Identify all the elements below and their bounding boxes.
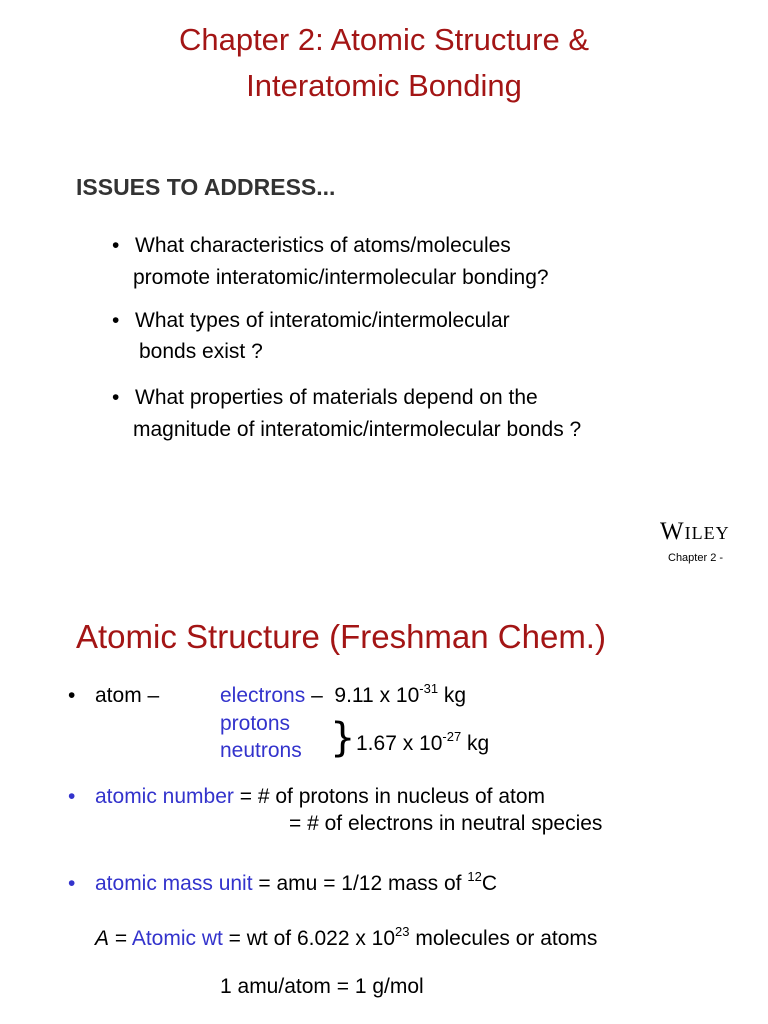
atomic-number-term: atomic number bbox=[95, 785, 234, 808]
protons-term: protons bbox=[220, 712, 291, 735]
bullet-marker: • bbox=[112, 386, 120, 409]
slide1-title-line1: Chapter 2: Atomic Structure & bbox=[178, 22, 590, 57]
electrons-line: electrons – 9.11 x $10^{-31}$ kg bbox=[220, 681, 467, 707]
atomic-number-line: atomic number = # of protons in nucleus of atom bbox=[95, 785, 546, 808]
atomic-number-def2: = # of electrons in neutral species bbox=[289, 812, 603, 835]
bullet-marker: • bbox=[68, 872, 76, 895]
electrons-term: electrons bbox=[220, 684, 306, 707]
nucleon-mass: 1.67 x $10^{-27}$ kg bbox=[356, 729, 490, 755]
atom-label: atom – bbox=[95, 684, 160, 707]
neutrons-term: neutrons bbox=[220, 739, 302, 762]
bullet-marker: • bbox=[112, 309, 120, 332]
bullet-1-line1: What characteristics of atoms/molecules bbox=[135, 234, 511, 257]
bullet-marker: • bbox=[68, 785, 76, 808]
wiley-logo: WILEY bbox=[660, 518, 730, 545]
amu-term: atomic mass unit bbox=[95, 872, 253, 895]
bullet-1-line2: promote interatomic/intermolecular bonding? bbox=[133, 266, 549, 289]
electron-mass: 9.11 x $10^{-31}$ kg bbox=[334, 681, 467, 707]
atomic-wt-term: Atomic wt bbox=[131, 927, 223, 950]
amu-line: atomic mass unit = amu = 1/12 mass of $^{12}$C bbox=[95, 869, 497, 895]
bullet-2-line2: bonds exist ? bbox=[139, 340, 263, 363]
bullet-3-line2: magnitude of interatomic/intermolecular bonds ? bbox=[133, 418, 582, 441]
chapter-footer: Chapter 2 - bbox=[668, 552, 724, 564]
brace-symbol: } bbox=[330, 715, 356, 761]
bullet-marker: • bbox=[112, 234, 120, 257]
issues-heading: ISSUES TO ADDRESS... bbox=[76, 174, 336, 200]
bullet-marker: • bbox=[68, 684, 76, 707]
bullet-2-line1: What types of interatomic/intermolecular bbox=[135, 309, 510, 332]
atomic-wt-line: A = Atomic wt = wt of 6.022 x $10^{23}$ molecules or atoms bbox=[95, 924, 598, 950]
slide2-title: Atomic Structure (Freshman Chem.) bbox=[76, 618, 606, 655]
slide1-title-line2: Interatomic Bonding bbox=[246, 68, 522, 103]
bullet-3-line1: What properties of materials depend on the bbox=[135, 386, 538, 409]
amu-relation: 1 amu/atom = 1 g/mol bbox=[220, 975, 424, 998]
